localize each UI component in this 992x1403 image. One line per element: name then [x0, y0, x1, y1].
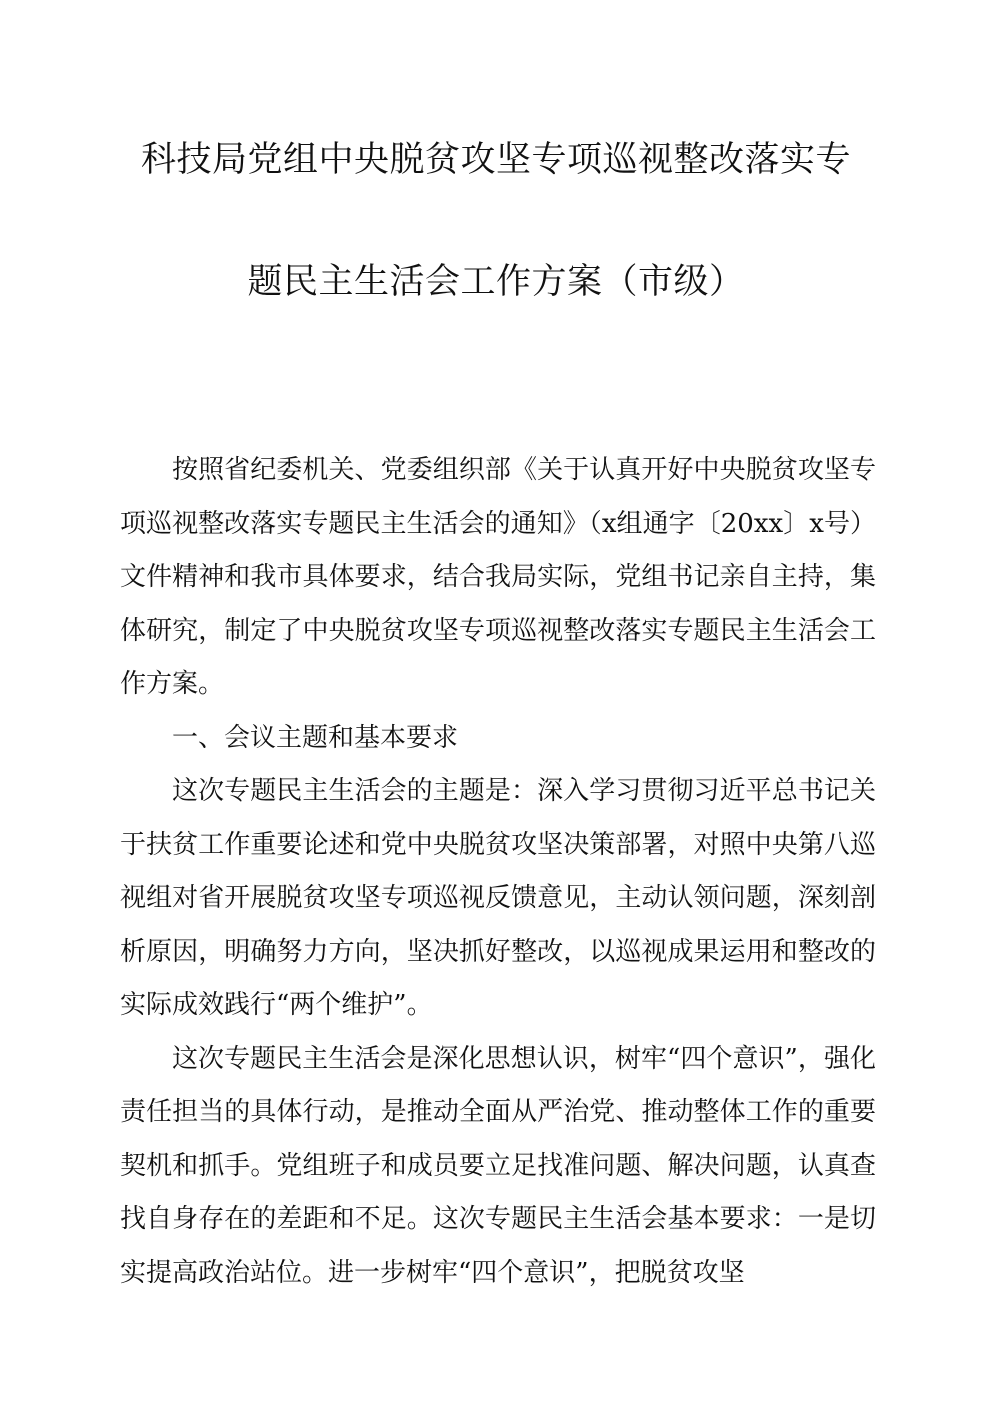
section-heading-1: 一、会议主题和基本要求 — [172, 722, 459, 753]
paragraph-requirements: 这次专题民主生活会是深化思想认识，树牢“四个意识”，强化责任担当的具体行动，是推动全面从严治党、推动整体工作的重要契机和抓手。党组班子和成员要立足找准问题、解决问题，认真查找自身存在的差距和不足。这次专题民主生活会基本要求：一是切实提高政治站位。进一步树牢“四个意识”，把脱贫攻坚 — [120, 1043, 876, 1288]
document-title-line-2: 题民主生活会工作方案（市级） — [247, 262, 745, 302]
document-title-line-1: 科技局党组中央脱贫攻坚专项巡视整改落实专 — [140, 140, 851, 180]
paragraph-intro: 按照省纪委机关、党委组织部《关于认真开好中央脱贫攻坚专项巡视整改落实专题民主生活会的通知》（x组通字〔20xx〕x号）文件精神和我市具体要求，结合我局实际，党组书记亲自主持，集体研究，制定了中央脱贫攻坚专项巡视整改落实专题民主生活会工作方案。 — [120, 455, 876, 699]
paragraph-theme: 这次专题民主生活会的主题是：深入学习贯彻习近平总书记关于扶贫工作重要论述和党中央脱贫攻坚决策部署，对照中央第八巡视组对省开展脱贫攻坚专项巡视反馈意见，主动认领问题，深刻剖析原因，明确努力方向，坚决抓好整改，以巡视成果运用和整改的实际成效践行“两个维护”。 — [120, 776, 876, 1020]
document-body — [120, 444, 876, 1300]
